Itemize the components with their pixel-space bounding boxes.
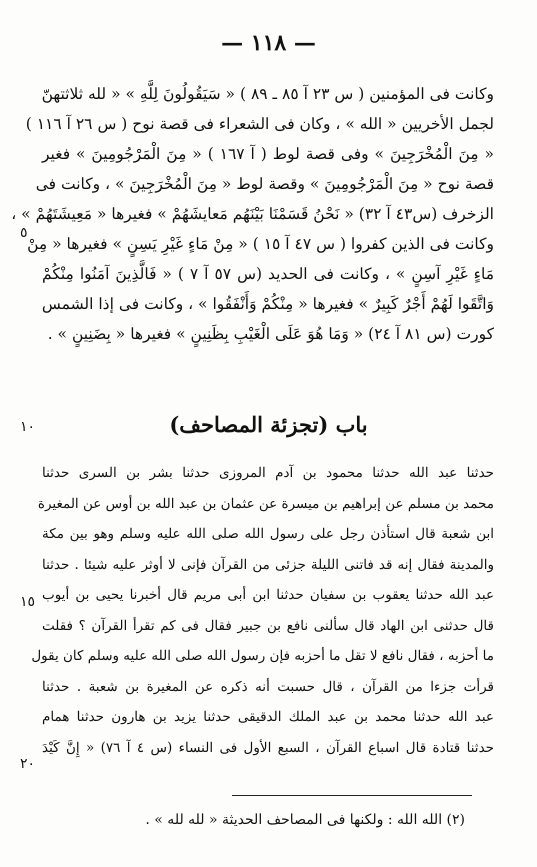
text-line: وكانت فى المؤمنين ( س ٢٣ آ ٨٥ ـ ٨٩ ) « سَيَقُولُونَ لِلَّهِ » « لله ثلاثتهنّ [41, 85, 494, 103]
text-line: عبد الله حدثنا محمد بن عبد الملك الدقيقى حدثنا يزيد بن هارون حدثنا همام [42, 709, 494, 725]
text-line: وكانت فى الذين كفروا ( س ٤٧ آ ١٥ ) « مِنْ مَاءٍ غَيْرِ يَسِنٍ » فغيرها « مِنْ [27, 235, 494, 253]
text-line: حدثنا قتادة قال اسباع القرآن ، السبع الأول فى النساء (س ٤ آ ٧٦) « إِنَّ كَيْدَ [42, 739, 494, 756]
text-line: والمدينة فقال إنه قد فاتنى الليلة جزئى من القرآن فإنى لا أوثر عليه شيئا . حدثنا [42, 556, 494, 573]
text-line: كورت (س ٨١ آ ٢٤) « وَمَا هُوَ عَلَى الْغَيْبِ بِظَنِينٍ » فغيرها « بِضَنِينٍ » . [47, 325, 494, 343]
text-line: عبد الله حدثنا يعقوب بن سفيان حدثنا ابن أبى مريم قال أخبرنا يحيى بن أيوب [42, 587, 494, 603]
line-number-marker: ١٠ [20, 419, 36, 435]
text-line: مَاءٍ غَيْرِ آسِنٍ » ، وكانت فى الحديد (س ٥٧ آ ٧ ) « فَالَّذِينَ آمَنُوا مِنْكُمْ [42, 265, 494, 283]
footnote: (٢) الله الله : ولكنها فى المصاحف الحديثة « لله لله » . [145, 812, 465, 828]
text-line: وَاتَّقَوا لَهُمْ أَجْرٌ كَبِيرٌ » فغيرها « مِنْكُمْ وَأَنْفَقُوا » ، وكانت فى إذا الشمس [41, 295, 494, 313]
text-line: قال حدثنى ابن الهاد قال سألنى نافع بن جبير فقال فى كم تقرأ القرآن ؟ فقلت [42, 617, 494, 634]
text-line: محمد بن مسلم عن إبراهيم بن ميسرة عن عثمان بن عبد الله بن أوس عن المغيرة [37, 495, 494, 512]
text-line: الزخرف (س٤٣ آ ٣٢) « نَحْنُ قَسَمْنَا بَيْنَهُم مَعايشَهُمْ » فغيرها « مَعِيشَتَهُمْ » ، [11, 205, 494, 223]
text-line: لجمل الأخريين « الله » ، وكان فى الشعراء فى قصة نوح ( س ٢٦ آ ١١٦ ) [25, 115, 494, 133]
line-number-marker: ٢٠ [20, 756, 36, 772]
paragraph-hadith [31, 458, 494, 763]
footnote-divider [232, 795, 472, 796]
paragraph-variant-readings [11, 79, 494, 349]
text-line: ما أحزبه ، فقال نافع لا تقل ما أحزبه فإن رسول الله صلى الله عليه وسلم كان يقول [31, 648, 494, 664]
section-heading: باب (تجزئة المصاحف) [169, 412, 368, 437]
text-line: حدثنا عبد الله حدثنا محمود بن آدم المروزى حدثنا بشر بن السرى حدثنا [42, 465, 494, 481]
text-line: ابن شعبة قال استأذن رجل على رسول الله صلى الله عليه وسلم وهو بين مكة [42, 526, 494, 542]
text-line: قرأت جزءا من القرآن ، قال حسبت أنه ذكره عن المغيرة بن شعبة . حدثنا [42, 678, 494, 695]
text-line: قصة نوح « مِنَ الْمَرْجُومِينَ » وقصة لوط « مِنَ الْمُخْرَجِينَ » ، وكانت فى [35, 175, 494, 193]
text-line: « مِنَ الْمُخْرَجِينَ » وفى قصة لوط ( آ ١٦٧ ) « مِنَ الْمَرْجُومِينَ » فغير [42, 145, 494, 163]
page-number: — ١١٨ — [221, 30, 316, 56]
line-number-marker: ١٥ [20, 594, 36, 610]
line-number-marker: ٥ [20, 225, 28, 241]
